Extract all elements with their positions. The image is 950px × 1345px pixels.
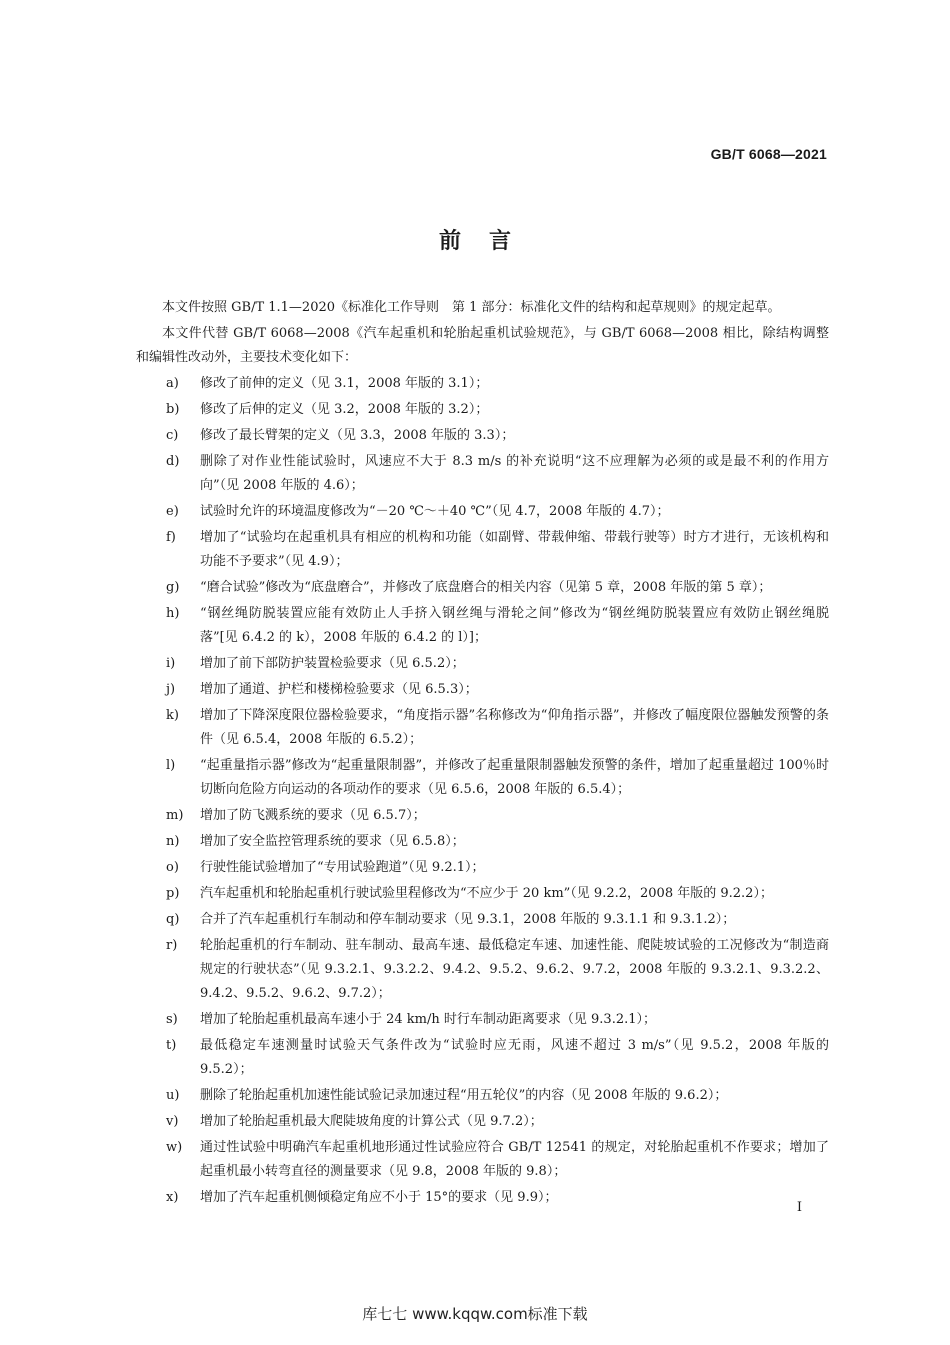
list-item [136,704,829,752]
list-marker: g) [166,580,180,595]
standard-code: GB/T 6068—2021 [710,146,827,162]
list-marker: i) [166,656,176,671]
list-marker: o) [166,860,179,875]
list-marker: a) [166,376,179,391]
list-marker: d) [166,454,180,469]
list-item [136,830,829,854]
list-item-text: 增加了下降深度限位器检验要求，“角度指示器”名称修改为“仰角指示器”，并修改了幅度限位器触发预警的条件（见 6.5.4，2008 年版的 6.5.2）； [200,708,829,747]
list-marker: n) [166,834,180,849]
list-marker: b) [166,402,180,417]
list-item [136,1110,829,1134]
list-marker: r) [166,938,178,953]
list-marker: h) [166,606,180,621]
list-marker: u) [166,1088,180,1103]
change-list [136,372,829,1210]
list-marker: j) [166,682,176,697]
list-marker: t) [166,1038,177,1053]
list-item-text: 修改了最长臂架的定义（见 3.3，2008 年版的 3.3）； [200,428,515,443]
list-item [136,934,829,1006]
list-item [136,576,829,600]
list-item-text: 汽车起重机和轮胎起重机行驶试验里程修改为“不应少于 20 km”（见 9.2.2，2008 年版的 9.2.2）； [200,886,773,901]
list-item-text: 删除了对作业性能试验时，风速应不大于 8.3 m/s 的补充说明“这不应理解为必须的或是最不利的作用方向”（见 2008 年版的 4.6）； [200,454,829,493]
list-item-text: 修改了前伸的定义（见 3.1，2008 年版的 3.1）； [200,376,489,391]
list-item [136,1136,829,1184]
list-item [136,526,829,574]
list-item-text: 修改了后伸的定义（见 3.2，2008 年版的 3.2）； [200,402,489,417]
list-item [136,1008,829,1032]
list-item [136,372,829,396]
list-item-text: “磨合试验”修改为“底盘磨合”，并修改了底盘磨合的相关内容（见第 5 章，2008 年版的第 5 章）； [200,580,772,595]
list-item-text: 最低稳定车速测量时试验天气条件改为“试验时应无雨，风速不超过 3 m/s”（见 9.5.2，2008 年版的 9.5.2）； [200,1038,829,1077]
list-item [136,754,829,802]
list-item-text: “钢丝绳防脱装置应能有效防止人手挤入钢丝绳与滑轮之间”修改为“钢丝绳防脱装置应有效防止钢丝绳脱落”[见 6.4.2 的 k），2008 年版的 6.4.2 的 l）]； [200,606,829,645]
paragraph-replacement: 本文件代替 GB/T 6068—2008《汽车起重机和轮胎起重机试验规范》，与 GB/T 6068—2008 相比，除结构调整和编辑性改动外，主要技术变化如下： [136,326,829,365]
list-item [136,450,829,498]
paragraph-drafting-rule: 本文件按照 GB/T 1.1—2020《标准化工作导则 第 1 部分：标准化文件的结构和起草规则》的规定起草。 [162,300,781,315]
list-item [136,1034,829,1082]
list-marker: x) [166,1190,179,1205]
list-item-text: 试验时允许的环境温度修改为“－20 ℃～＋40 ℃”（见 4.7，2008 年版的 4.7）； [200,504,670,519]
list-item-text: 通过性试验中明确汽车起重机地形通过性试验应符合 GB/T 12541 的规定，对轮胎起重机不作要求；增加了起重机最小转弯直径的测量要求（见 9.8，2008 年版的 9.8）； [200,1140,829,1179]
list-item-text: 增加了防飞溅系统的要求（见 6.5.7）； [200,808,426,823]
list-item-text: 增加了轮胎起重机最高车速小于 24 km/h 时行车制动距离要求（见 9.3.2.1）； [200,1012,657,1027]
page-number: I [796,1200,802,1215]
list-item [136,804,829,828]
list-marker: e) [166,504,179,519]
list-marker: p) [166,886,180,901]
list-marker: k) [166,708,179,723]
list-item [136,398,829,422]
list-item-text: 行驶性能试验增加了“专用试验跑道”（见 9.2.1）； [200,860,485,875]
list-item [136,678,829,702]
list-marker: m) [166,808,184,823]
list-item-text: 轮胎起重机的行车制动、驻车制动、最高车速、最低稳定车速、加速性能、爬陡坡试验的工况修改为“制造商规定的行驶状态”（见 9.3.2.1、9.3.2.2、9.4.2、9.5.2、9.6.2、9.7.2，2008 年版的 9.3.2.1、9.3.2.2、9.4.2、9.5.2、9.6.2、9.7.2）； [200,938,829,1001]
list-marker: v) [166,1114,179,1129]
list-marker: s) [166,1012,178,1027]
list-item [136,856,829,880]
list-item [136,1186,829,1210]
list-item-text: 增加了“试验均在起重机具有相应的机构和功能（如副臂、带载伸缩、带载行驶等）时方才进行，无该机构和功能不予要求”（见 4.9）； [200,530,829,569]
list-item [136,602,829,650]
list-item-text: 删除了轮胎起重机加速性能试验记录加速过程“用五轮仪”的内容（见 2008 年版的 9.6.2）； [200,1088,728,1103]
list-item-text: 增加了轮胎起重机最大爬陡坡角度的计算公式（见 9.7.2）； [200,1114,543,1129]
document-body [136,296,829,1212]
list-item [136,500,829,524]
list-item [136,652,829,676]
list-item-text: 增加了安全监控管理系统的要求（见 6.5.8）； [200,834,465,849]
list-item [136,908,829,932]
list-marker: q) [166,912,180,927]
list-item [136,424,829,448]
list-marker: f) [166,530,176,545]
list-marker: c) [166,428,179,443]
list-item-text: 合并了汽车起重机行车制动和停车制动要求（见 9.3.1，2008 年版的 9.3.1.1 和 9.3.1.2）； [200,912,736,927]
list-item-text: 增加了通道、护栏和楼梯检验要求（见 6.5.3）； [200,682,478,697]
site-watermark: 库七七 www.kqqw.com标准下载 [362,1305,588,1323]
list-item [136,882,829,906]
list-item-text: 增加了汽车起重机侧倾稳定角应不小于 15°的要求（见 9.9）； [200,1190,558,1205]
list-marker: l) [166,758,176,773]
page-title: 前言 [438,229,539,254]
list-item-text: “起重量指示器”修改为“起重量限制器”，并修改了起重量限制器触发预警的条件，增加了起重量超过 100％时切断向危险方向运动的各项动作的要求（见 6.5.6，2008 年版的 6.5.4）； [200,758,829,797]
list-marker: w) [166,1140,183,1155]
list-item-text: 增加了前下部防护装置检验要求（见 6.5.2）； [200,656,465,671]
list-item [136,1084,829,1108]
